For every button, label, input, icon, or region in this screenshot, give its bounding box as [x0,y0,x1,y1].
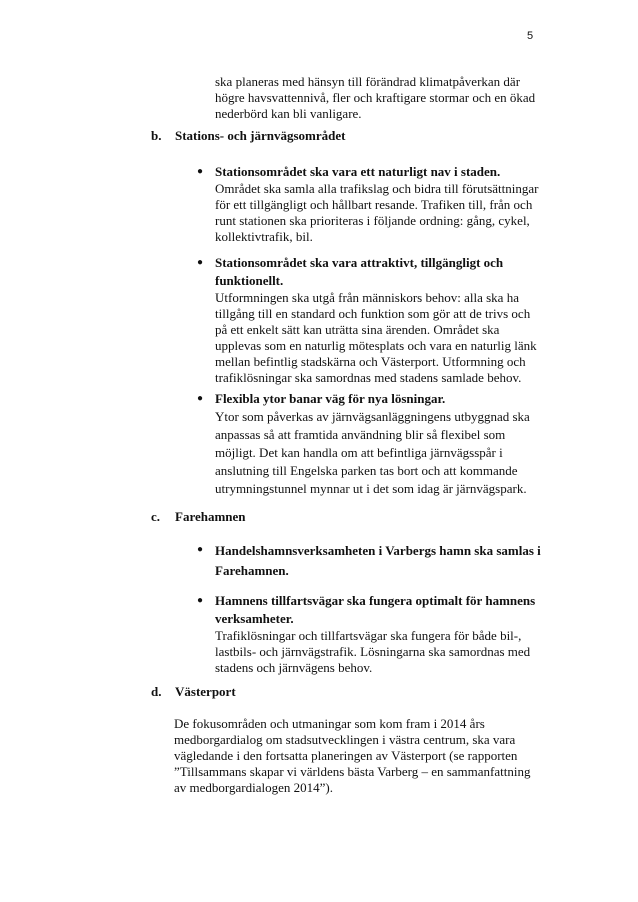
bullet-marker: ● [197,166,204,177]
bullet-title: Handelshamnsverksamheten i Varbergs hamn ska samlas i Farehamnen. [215,543,541,578]
section-heading-b [151,128,345,144]
bullet-marker: ● [197,544,204,555]
section-heading-d [151,684,236,700]
section-title: Stations- och järnvägsområdet [175,128,346,143]
bullet-title: Flexibla ytor banar väg för nya lösningar. [215,391,446,406]
bullet-title: Stationsområdet ska vara ett naturligt nav i staden. [215,164,501,179]
bullet-item [215,163,545,245]
bullet-item [215,592,545,676]
section-title: Farehamnen [175,509,246,524]
bullet-marker: ● [197,595,204,606]
page-number: 5 [527,30,534,42]
bullet-title: Stationsområdet ska vara attraktivt, tillgängligt och funktionellt. [215,255,504,288]
section-title: Västerport [175,684,236,699]
bullet-item [215,541,545,581]
bullet-item [215,254,545,386]
bullet-body: Ytor som påverkas av järnvägsanläggningens utbyggnad ska anpassas så att framtida användning blir så flexibel som möjligt. Det kan handla om att befintliga järnvägsspår i anslutning till Engelska parken tas bort och att kommande utrymningstunnel mynnar ut i det som idag är järnvägspark. [215,409,530,496]
section-letter: b. [151,128,162,143]
bullet-item [215,390,545,498]
bullet-marker: ● [197,257,204,268]
closing-paragraph: De fokusområden och utmaningar som kom fram i 2014 års medborgardialog om stadsutvecklingen i västra centrum, ska vara vägledande i den fortsatta planeringen av Västerport (se rapporten ”Tillsammans skapar vi världens bästa Varberg – en sammanfattning av medborgardialogen 2014”). [174,716,531,795]
bullet-body: Området ska samla alla trafikslag och bidra till förutsättningar för ett tillgängligt och hållbart resande. Trafiken till, från och runt stationen ska prioriteras i följande ordning: gång, cykel, kollektivtrafik, bil. [215,181,539,244]
section-letter: c. [151,509,161,524]
section-heading-c [151,509,246,525]
section-letter: d. [151,684,162,699]
intro-paragraph: ska planeras med hänsyn till förändrad klimatpåverkan där högre havsvattennivå, fler och kraftigare stormar och en ökad nederbörd kan bli vanligare. [215,74,536,121]
bullet-title: Hamnens tillfartsvägar ska fungera optimalt för hamnens verksamheter. [215,593,536,626]
bullet-marker: ● [197,393,204,404]
bullet-body: Utformningen ska utgå från människors behov: alla ska ha tillgång till en standard och funktion som gör att de trivs och på ett enkelt sätt kan uträtta sina ärenden. Området ska upplevas som en naturlig mötesplats och vara en naturlig länk mellan befintlig stadskärna och Västerport. Utformning och trafiklösningar ska samordnas med stadens samlade behov. [215,290,537,385]
bullet-body: Trafiklösningar och tillfartsvägar ska fungera för både bil-, lastbils- och järnvägstrafik. Lösningarna ska samordnas med stadens och järnvägens behov. [215,628,531,675]
